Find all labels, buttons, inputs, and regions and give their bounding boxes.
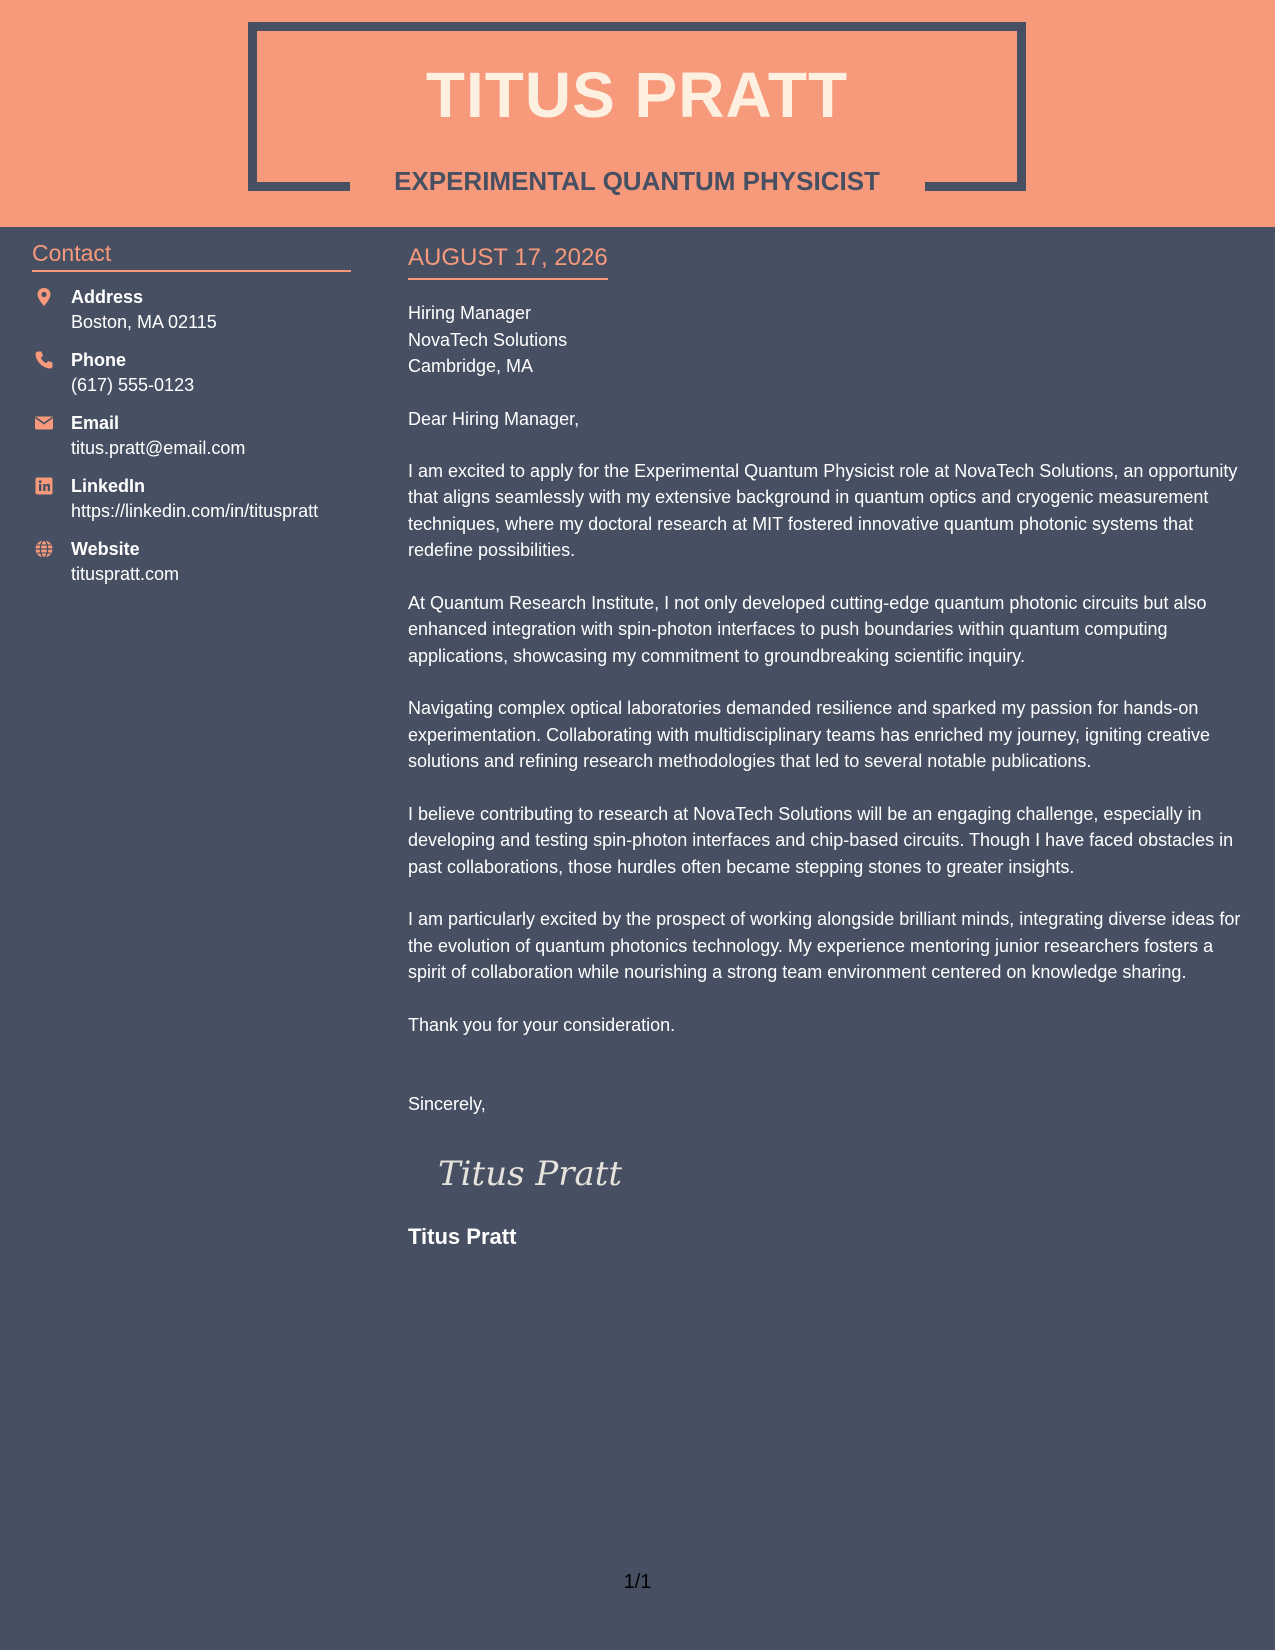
contact-email xyxy=(32,410,351,473)
contact-sidebar xyxy=(32,240,351,599)
contact-value: (617) 555-0123 xyxy=(71,375,195,395)
signer-name: Titus Pratt xyxy=(408,1224,517,1249)
contact-address xyxy=(32,284,351,347)
letter-paragraph: I am particularly excited by the prospect of working alongside brilliant minds, integrating diverse ideas for the evolution of quantum photonics technology. My experience mentoring junior researchers fosters a spirit of collaboration while nourishing a strong team environment centered on knowledge sharing. xyxy=(408,909,1241,982)
contact-label: Phone xyxy=(71,350,127,370)
letter-paragraph: I believe contributing to research at NovaTech Solutions will be an engaging challenge, especially in developing and testing spin-photon interfaces and chip-based circuits. Though I have faced obstacles in past collaborations, those hurdles often became stepping stones to greater insights. xyxy=(408,803,1234,877)
letter-body xyxy=(408,244,1248,1250)
phone-icon xyxy=(34,350,54,370)
contact-label: Address xyxy=(71,287,144,307)
contact-list xyxy=(32,284,351,599)
handwritten-signature xyxy=(438,1147,638,1197)
letter-paragraph: Navigating complex optical laboratories demanded resilience and sparked my passion for hands-on experimentation. Collaborating with multidisciplinary teams has enriched my journey, igniting creative solutions and refining research methodologies that led to several notable publications. xyxy=(408,698,1211,771)
salutation: Dear Hiring Manager, xyxy=(408,408,580,429)
page-number: 1/1 xyxy=(623,1571,652,1593)
letter-paragraph: At Quantum Research Institute, I not only developed cutting-edge quantum photonic circuits but also enhanced integration with spin-photon interfaces to push boundaries within quantum computing applications, showcasing my commitment to groundbreaking scientific inquiry. xyxy=(408,592,1207,666)
contact-heading: Contact xyxy=(32,240,351,272)
contact-website xyxy=(32,536,351,599)
contact-label: Email xyxy=(71,413,120,433)
contact-value[interactable]: titus.pratt@email.com xyxy=(71,438,246,458)
envelope-icon xyxy=(34,413,54,433)
globe-icon xyxy=(34,539,54,559)
letter-date: AUGUST 17, 2026 xyxy=(408,244,608,280)
letter-paragraph: Thank you for your consideration. xyxy=(408,1014,676,1035)
header-banner xyxy=(0,0,1275,227)
recipient-line: Cambridge, MA xyxy=(408,356,534,376)
linkedin-icon xyxy=(34,476,54,496)
map-pin-icon xyxy=(34,287,54,307)
letter-paragraph: I am excited to apply for the Experimental Quantum Physicist role at NovaTech Solutions, an opportunity that aligns seamlessly with my extensive background in quantum optics and cryogenic measurement techniques, where my doctoral research at MIT fostered innovative quantum photonic systems that redefine possibilities. xyxy=(408,460,1238,560)
contact-value[interactable]: https://linkedin.com/in/tituspratt xyxy=(71,501,319,521)
job-title: EXPERIMENTAL QUANTUM PHYSICIST xyxy=(394,166,880,196)
contact-linkedin xyxy=(32,473,351,536)
contact-label: Website xyxy=(71,539,140,559)
contact-phone xyxy=(32,347,351,410)
contact-value: Boston, MA 02115 xyxy=(71,312,217,332)
contact-value[interactable]: tituspratt.com xyxy=(71,564,180,584)
closing: Sincerely, xyxy=(408,1094,486,1114)
recipient-line: NovaTech Solutions xyxy=(408,329,568,350)
signature-text: Titus Pratt xyxy=(438,1154,623,1194)
applicant-name: TITUS PRATT xyxy=(425,59,849,131)
contact-label: LinkedIn xyxy=(71,476,146,496)
recipient-line: Hiring Manager xyxy=(408,303,532,323)
recipient-block xyxy=(408,300,1248,380)
